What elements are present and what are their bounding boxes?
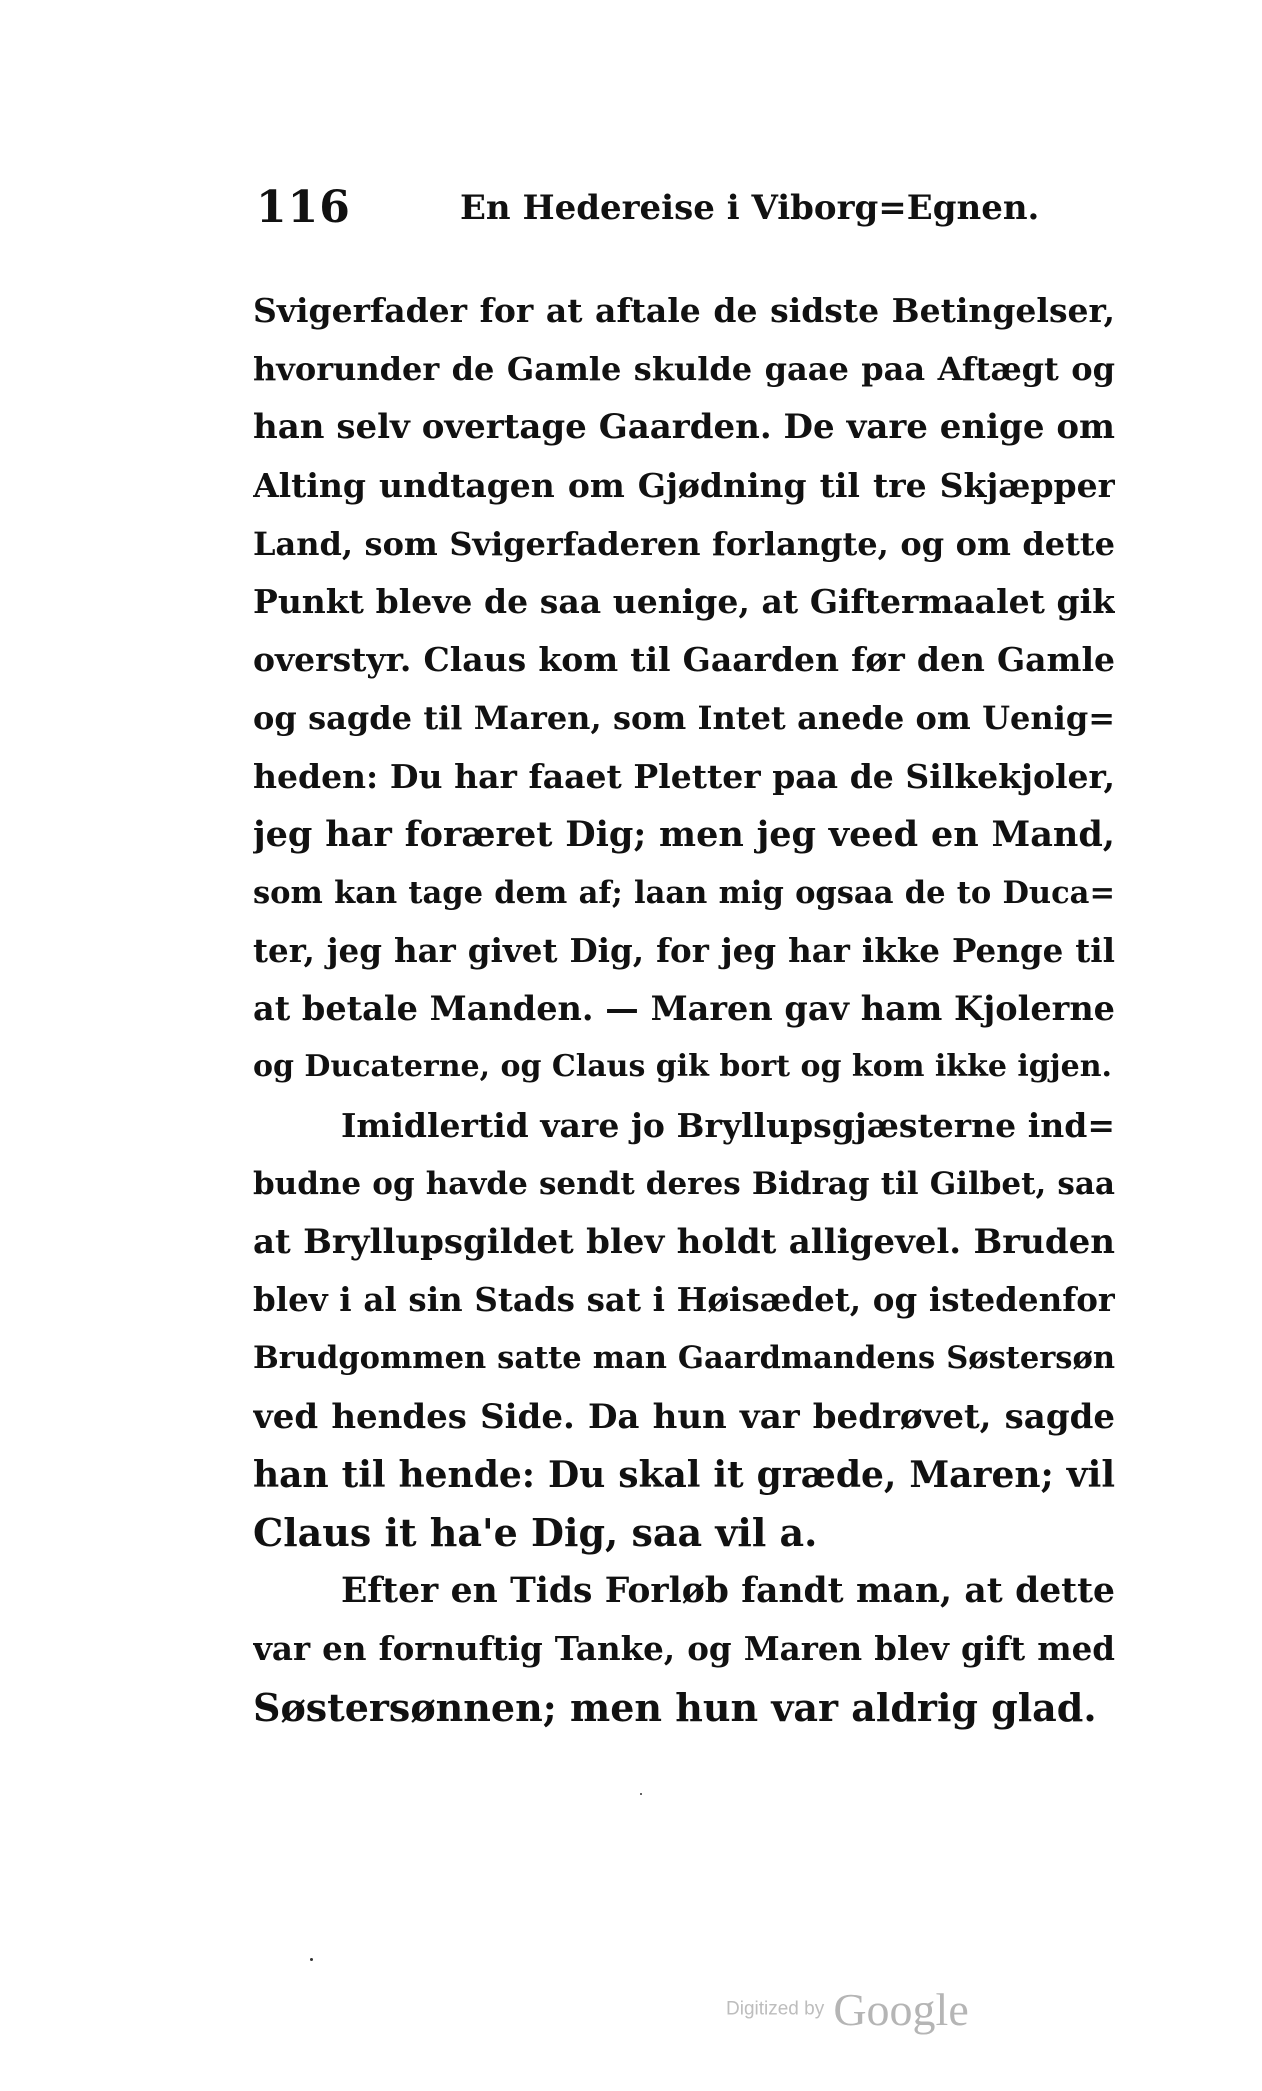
text-line: Claus it ha'e Dig, saa vil a. bbox=[253, 1509, 818, 1555]
text-line: at Bryllupsgildet blev holdt alligevel. Bruden bbox=[253, 1222, 1115, 1262]
print-speck bbox=[310, 1958, 313, 1961]
page-number: 116 bbox=[256, 182, 351, 233]
text-line: Alting undtagen om Gjødning til tre Skjæpper bbox=[253, 465, 1115, 505]
text-line: Søstersønnen; men hun var aldrig glad. bbox=[253, 1684, 1097, 1730]
text-line: jeg har foræret Dig; men jeg veed en Mand, bbox=[253, 813, 1115, 855]
text-line: Land, som Svigerfaderen forlangte, og om dette bbox=[253, 524, 1115, 563]
text-line: overstyr. Claus kom til Gaarden før den Gamle bbox=[253, 640, 1115, 680]
text-line: Svigerfader for at aftale de sidste Betingelser, bbox=[253, 291, 1115, 330]
text-line: han til hende: Du skal it græde, Maren; vil bbox=[253, 1453, 1115, 1496]
text-line: blev i al sin Stads sat i Høisædet, og istedenfor bbox=[253, 1280, 1115, 1320]
print-speck bbox=[640, 1793, 642, 1795]
text-line: Punkt bleve de saa uenige, at Giftermaalet gik bbox=[253, 581, 1115, 621]
running-head: En Hedereise i Viborg=Egnen. bbox=[460, 188, 1040, 228]
text-line: han selv overtage Gaarden. De vare enige om bbox=[253, 407, 1115, 448]
text-line: var en fornuftig Tanke, og Maren blev gift med bbox=[253, 1629, 1115, 1669]
body-text bbox=[253, 282, 1115, 1737]
text-line: heden: Du har faaet Pletter paa de Silkekjoler, bbox=[253, 756, 1115, 796]
paragraph-first-line: Imidlertid vare jo Bryllupsgjæsterne ind= bbox=[341, 1105, 1115, 1145]
text-line: hvorunder de Gamle skulde gaae paa Aftægt og bbox=[253, 350, 1115, 389]
text-line: at betale Manden. — Maren gav ham Kjolerne bbox=[253, 989, 1115, 1029]
text-line: og Ducaterne, og Claus gik bort og kom ikke igjen. bbox=[253, 1049, 1112, 1085]
text-line: ved hendes Side. Da hun var bedrøvet, sagde bbox=[253, 1396, 1115, 1437]
text-line: Brudgommen satte man Gaardmandens Søstersøn bbox=[253, 1340, 1115, 1377]
watermark-prefix: Digitized by bbox=[726, 1998, 825, 2020]
text-line: og sagde til Maren, som Intet anede om Uenig= bbox=[253, 699, 1115, 738]
watermark-logo: Google bbox=[833, 1984, 969, 2035]
text-line: ter, jeg har givet Dig, for jeg har ikke Penge til bbox=[253, 931, 1115, 971]
text-line: budne og havde sendt deres Bidrag til Gilbet, saa bbox=[253, 1165, 1115, 1202]
text-line: som kan tage dem af; laan mig ogsaa de to Duca= bbox=[253, 874, 1115, 911]
digitization-watermark bbox=[726, 1983, 969, 2036]
paragraph-first-line: Efter en Tids Forløb fandt man, at dette bbox=[341, 1571, 1115, 1612]
page-header bbox=[250, 182, 1040, 242]
